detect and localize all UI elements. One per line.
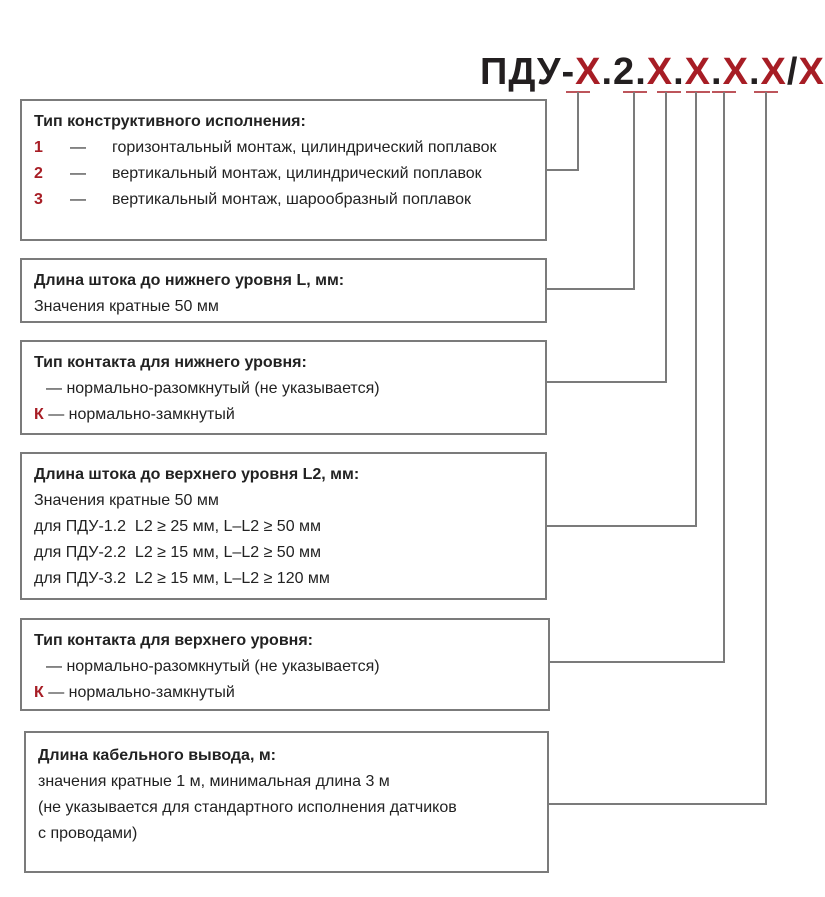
contact-lower-box <box>20 340 547 435</box>
cable-box <box>24 731 549 873</box>
code-part-contact-upper: Х <box>760 51 787 93</box>
code-separator: . <box>711 51 723 93</box>
option-text: горизонтальный монтаж, цилиндрический поплавок <box>112 139 497 156</box>
contact-lower-no <box>34 376 533 402</box>
contact-upper-k: К <box>34 684 44 701</box>
design-option-3 <box>34 187 533 213</box>
option-dash: — <box>70 165 86 182</box>
rod-upper-line: Значения кратные 50 мм <box>34 492 219 509</box>
contact-upper-title: Тип контакта для верхнего уровня: <box>34 632 313 649</box>
code-part-contact-lower: Х <box>684 51 712 93</box>
contact-upper-nc-text: — нормально-замкнутый <box>48 684 235 701</box>
code-part-cable: Х <box>798 51 825 93</box>
code-separator: / <box>786 51 799 93</box>
option-text: вертикальный монтаж, цилиндрический поплавок <box>112 165 482 182</box>
design-type-box <box>20 99 547 241</box>
design-option-1 <box>34 135 533 161</box>
cable-line: значения кратные 1 м, минимальная длина 3 м <box>38 773 390 790</box>
option-text: вертикальный монтаж, шарообразный поплавок <box>112 191 471 208</box>
code-separator: . <box>673 51 685 93</box>
code-separator: .2. <box>601 51 647 93</box>
code-part-design: Х <box>575 51 602 93</box>
rod-upper-box <box>20 452 547 600</box>
contact-lower-k: К <box>34 406 44 423</box>
contact-upper-no <box>34 654 536 680</box>
contact-lower-nc-text: — нормально-замкнутый <box>48 406 235 423</box>
design-option-2 <box>34 161 533 187</box>
contact-upper-box <box>20 618 550 711</box>
rod-upper-title: Длина штока до верхнего уровня L2, мм: <box>34 466 360 483</box>
cable-line: (не указывается для стандартного исполнения датчиков <box>38 799 457 816</box>
connector-contact-lower <box>546 92 666 382</box>
design-type-title: Тип конструктивного исполнения: <box>34 113 306 130</box>
rod-lower-box <box>20 258 547 323</box>
rod-lower-value: Значения кратные 50 мм <box>34 298 219 315</box>
contact-upper-nc <box>34 680 536 706</box>
cable-line: с проводами) <box>38 825 138 842</box>
rod-upper-line: для ПДУ-3.2 L2 ≥ 15 мм, L–L2 ≥ 120 мм <box>34 570 330 587</box>
code-prefix: ПДУ- <box>480 51 576 93</box>
contact-upper-no-text: — нормально-разомкнутый (не указывается) <box>46 658 380 675</box>
connector-rod-upper <box>546 92 696 526</box>
option-number: 1 <box>34 139 43 156</box>
connector-design <box>546 92 578 170</box>
code-part-rod-upper: Х <box>722 51 749 93</box>
option-dash: — <box>70 191 86 208</box>
code-separator: . <box>748 51 761 93</box>
connector-cable <box>546 92 766 804</box>
option-number: 3 <box>34 191 43 208</box>
option-dash: — <box>70 139 86 156</box>
code-part-rod-lower: Х <box>646 51 674 93</box>
connector-rod-lower <box>546 92 634 289</box>
cable-title: Длина кабельного вывода, м: <box>38 747 276 764</box>
contact-lower-title: Тип контакта для нижнего уровня: <box>34 354 307 371</box>
contact-lower-nc <box>34 402 533 428</box>
rod-upper-line: для ПДУ-1.2 L2 ≥ 25 мм, L–L2 ≥ 50 мм <box>34 518 322 535</box>
option-number: 2 <box>34 165 43 182</box>
rod-upper-line: для ПДУ-2.2 L2 ≥ 15 мм, L–L2 ≥ 50 мм <box>34 544 322 561</box>
contact-lower-no-text: — нормально-разомкнутый (не указывается) <box>46 380 380 397</box>
rod-lower-title: Длина штока до нижнего уровня L, мм: <box>34 272 345 289</box>
